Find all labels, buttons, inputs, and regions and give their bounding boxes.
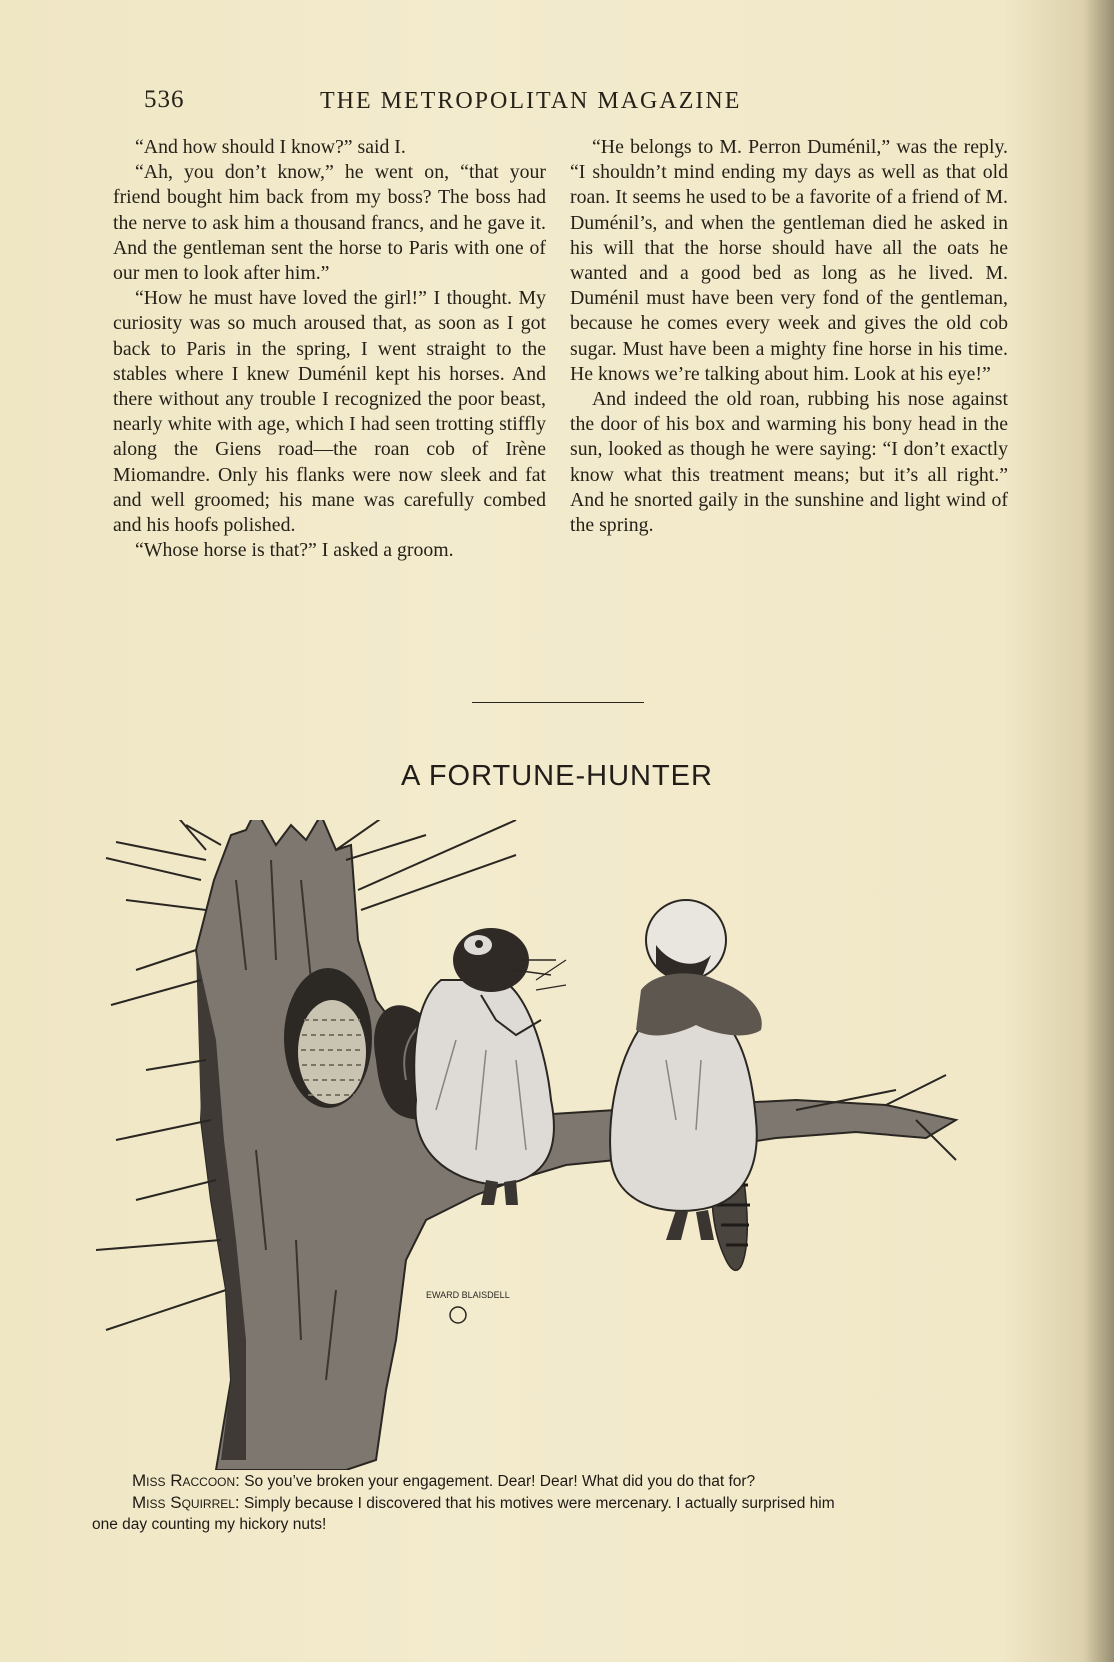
caption-line-raccoon [92,1470,1002,1492]
miss-raccoon-figure [610,900,762,1270]
cartoon-illustration [96,820,996,1470]
page-number: 536 [144,86,185,113]
story-column-right [570,135,1008,538]
story-column-left [113,135,546,563]
paragraph: “And how should I know?” said I. [135,136,406,158]
caption-line-squirrel [92,1492,1002,1514]
paragraph: “How he must have loved the girl!” I thought. My curiosity was so much aroused that, as soon as I got back to Paris in the spring, I went straight to the stables where I knew Duménil kept his horses. And there without any trouble I recognized the poor beast, nearly white with age, which I had seen trotting stiffly along the Giens road—the roan cob of Irène Miomandre. Only his flanks were now sleek and fat and well groomed; his mane was carefully combed and his hoofs polished. [113,287,546,537]
cartoon-title: A FORTUNE-HUNTER [401,760,713,792]
paragraph: “He belongs to M. Perron Duménil,” was the reply. “I shouldn’t mind ending my days as well as that old roan. It seems he used to be a favorite of a friend of M. Duménil’s, and when the gentleman died he asked in his will that the horse should have all the oats he wanted and a good bed as long as he lived. M. Duménil must have been very fond of the gentleman, because he comes every week and gives the old cob sugar. Must have been a mighty fine horse in his time. He knows we’re talking about him. Look at his eye!” [570,136,1008,385]
running-head: THE METROPOLITAN MAGAZINE [320,88,742,114]
page-header [140,86,800,126]
artist-signature-text: EWARD BLAISDELL [426,1290,510,1300]
paragraph: And indeed the old roan, rubbing his nose against the door of his box and warming his bony head in the sun, looked as though he were saying: “I don’t exactly know what this treatment means; but it’s all right.” And he snorted gaily in the sunshine and light wind of the spring. [570,388,1008,537]
caption-line-continued: one day counting my hickory nuts! [92,1516,327,1533]
artist-signature [426,1290,510,1323]
caption-speaker-squirrel: Miss Squirrel: [132,1493,240,1512]
tree-trunk [196,820,956,1470]
caption-speaker-raccoon: Miss Raccoon: [132,1471,240,1490]
paragraph: “Whose horse is that?” I asked a groom. [135,539,454,562]
section-divider [472,702,644,703]
cartoon-caption [92,1470,1002,1535]
page-edge-shadow [1084,0,1114,1662]
caption-text-squirrel: Simply because I discovered that his motives were mercenary. I actually surprised him [243,1495,835,1512]
caption-text-raccoon: So you’ve broken your engagement. Dear! Dear! What did you do that for? [244,1473,756,1490]
paragraph: “Ah, you don’t know,” he went on, “that your friend bought him back from my boss? The boss had the nerve to ask him a thousand francs, and he gave it. And the gentleman sent the horse to Paris with one of our men to look after him.” [113,161,546,285]
